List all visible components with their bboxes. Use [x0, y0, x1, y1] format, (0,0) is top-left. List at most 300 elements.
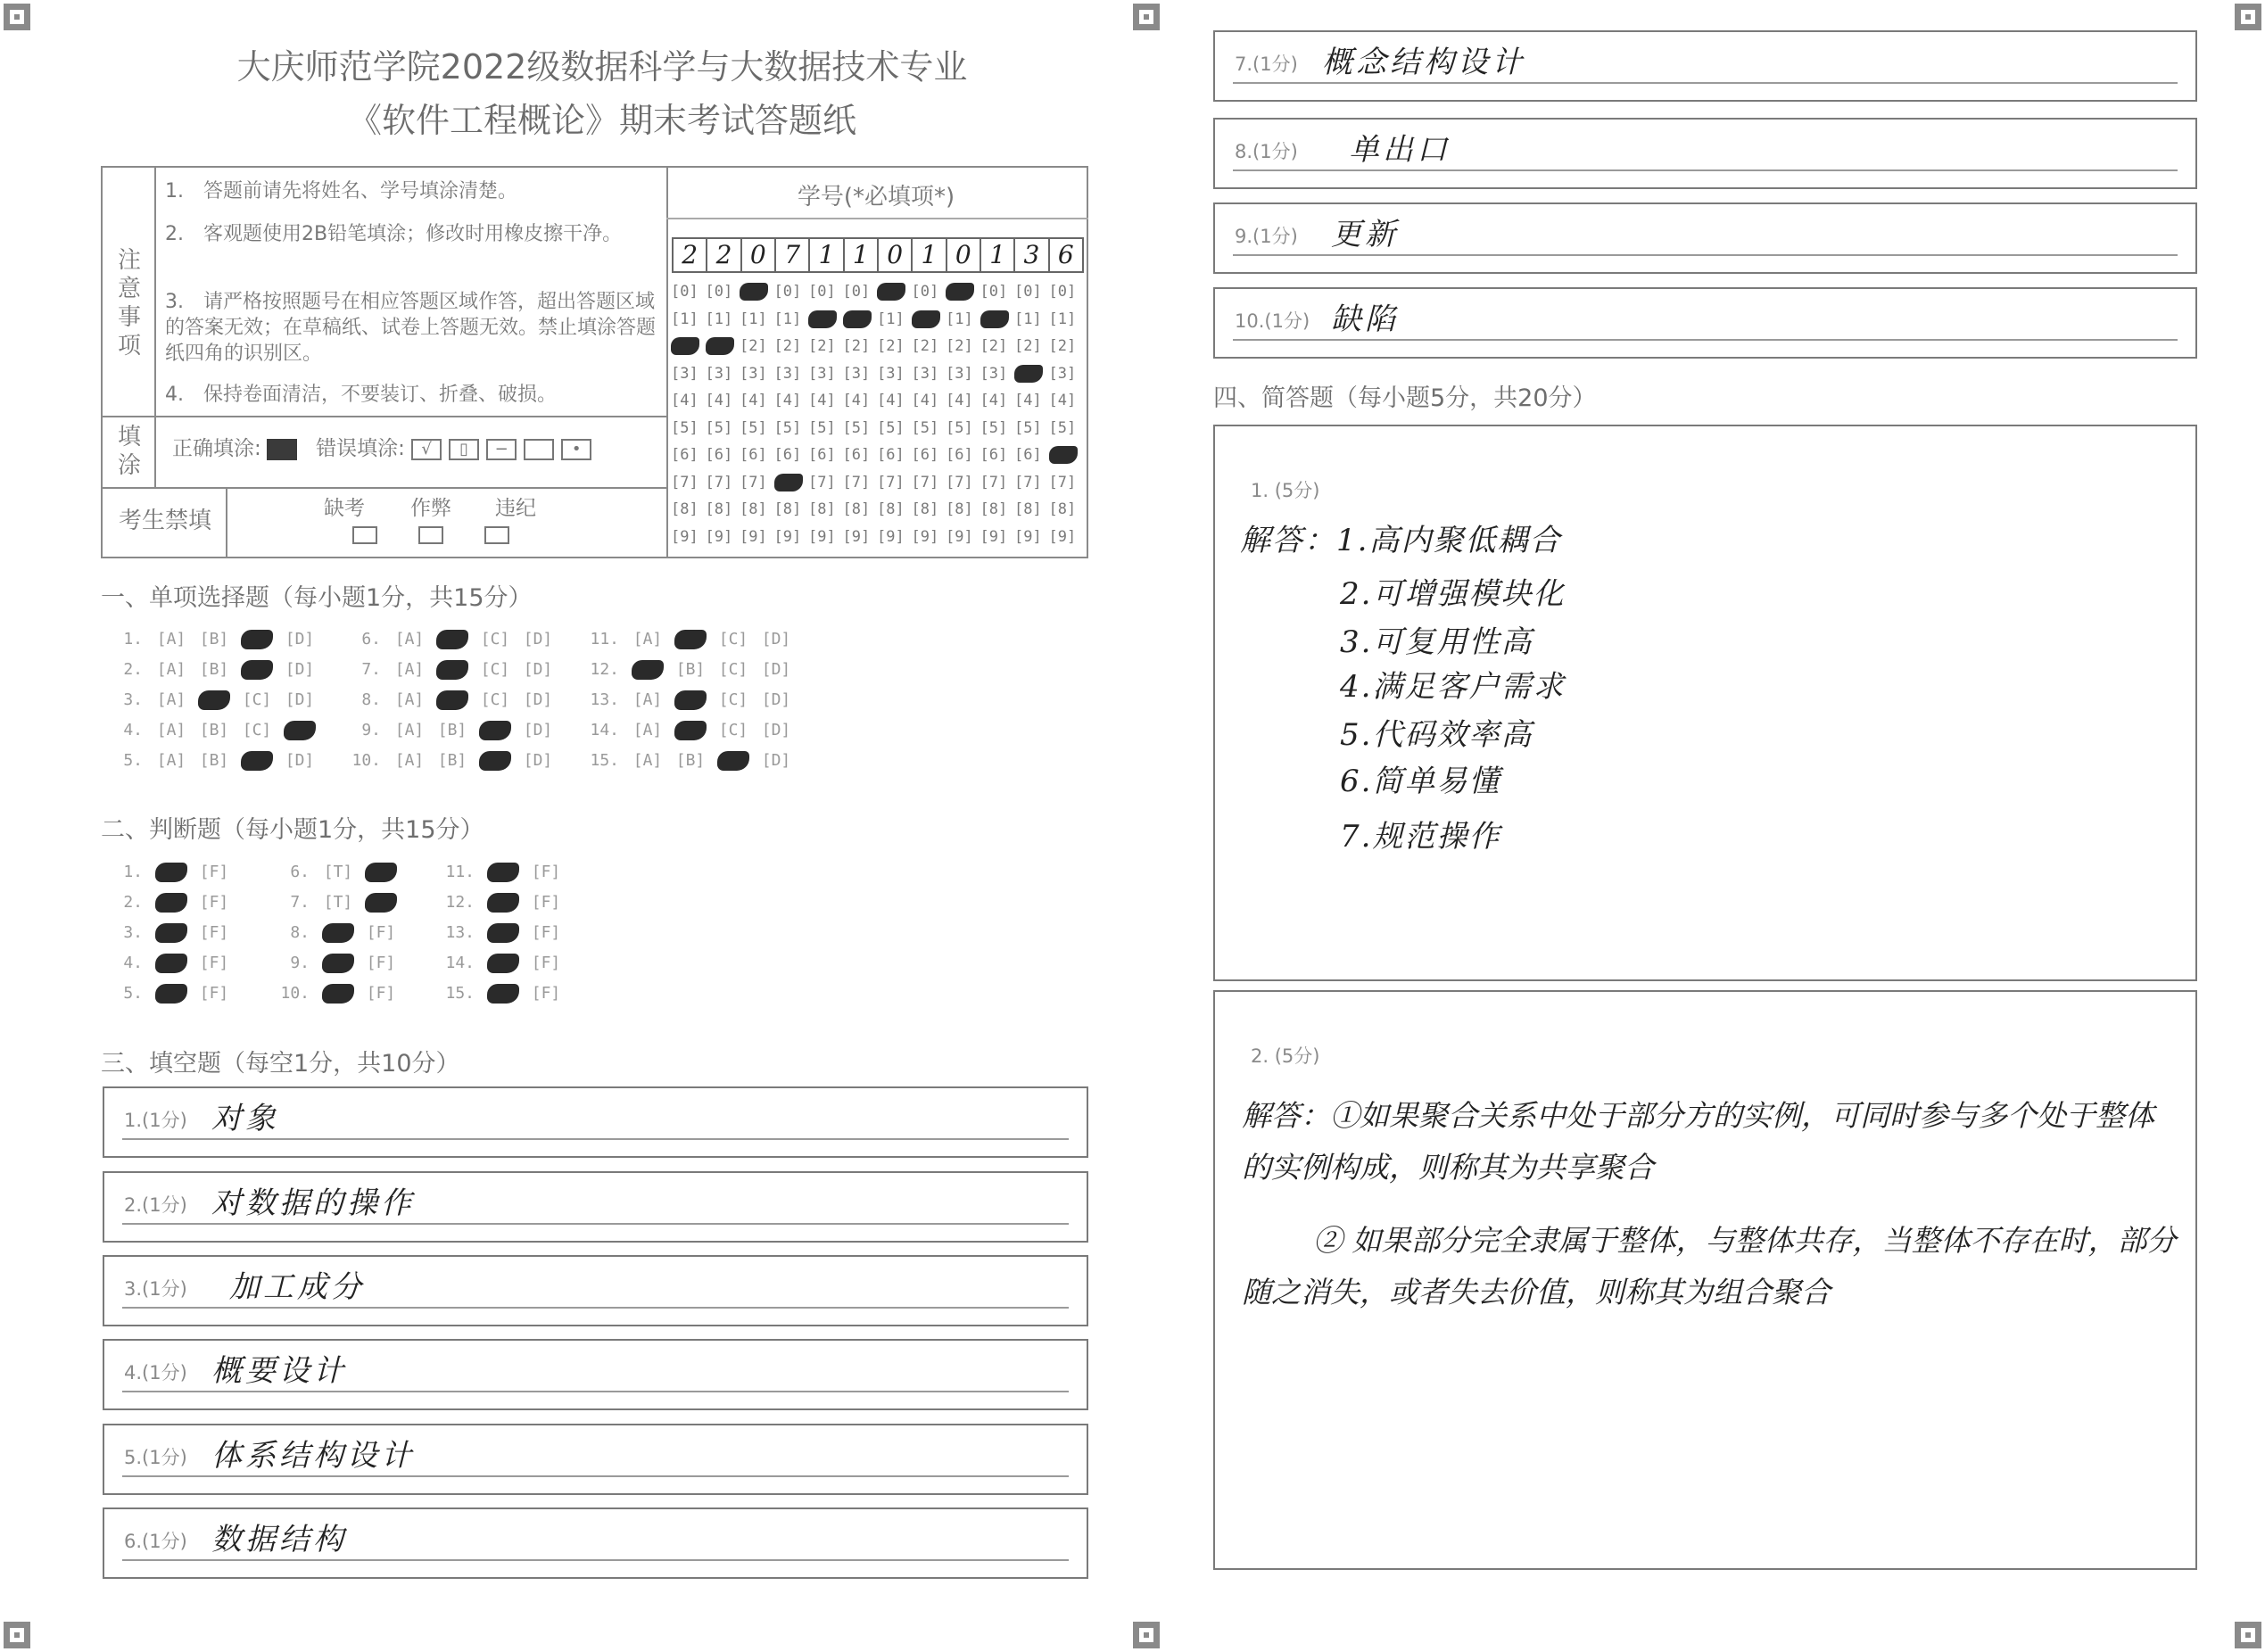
mc-option[interactable]: [D] — [285, 660, 315, 679]
absent-label: 缺考 — [324, 497, 365, 520]
tf-option-filled[interactable] — [150, 857, 193, 888]
bubble-option[interactable]: [5] — [946, 418, 973, 437]
fill-side-label: 填 涂 — [117, 424, 141, 479]
mc-option[interactable]: [D] — [761, 721, 791, 739]
mc-question-number: 4. — [123, 721, 143, 739]
mc-option[interactable]: [B] — [199, 751, 229, 770]
mc-question-row — [105, 746, 321, 776]
wrong-fill-sample: − — [486, 439, 517, 460]
bubble-option[interactable]: [4] — [842, 392, 871, 409]
bubble-option[interactable]: [5] — [808, 418, 836, 437]
bubble-option[interactable]: [5] — [740, 418, 767, 437]
bubble-option[interactable]: [7] — [980, 473, 1008, 491]
bubble-filled[interactable] — [912, 306, 947, 334]
bubble-option[interactable]: [6] — [671, 446, 699, 464]
student-id-digit: 2 — [672, 237, 707, 273]
fill-answer-box[interactable] — [103, 1171, 1088, 1243]
bubble-option[interactable]: [8] — [671, 500, 699, 518]
mc-question-number: 6. — [361, 630, 381, 648]
bubble-option[interactable]: [5] — [877, 418, 905, 437]
student-id-digit: 0 — [946, 237, 981, 273]
student-id-title: 学号(*必填项*) — [797, 184, 955, 211]
mc-question-number: 10. — [351, 751, 381, 770]
mc-option[interactable]: [B] — [199, 660, 229, 679]
tf-column — [105, 857, 236, 1009]
tf-question-row — [105, 888, 236, 918]
mc-option[interactable]: [A] — [156, 630, 186, 648]
mc-question-row — [582, 685, 798, 715]
bubble-option[interactable]: [9] — [773, 527, 802, 546]
mc-option-filled[interactable] — [278, 715, 321, 746]
mc-question-number: 2. — [123, 660, 143, 679]
bubble-option[interactable]: [2] — [877, 337, 905, 355]
mc-option[interactable]: [C] — [480, 660, 510, 679]
tf-option[interactable]: [F] — [531, 984, 561, 1003]
bubble-option[interactable]: [0] — [1048, 283, 1077, 301]
student-id-digit: 1 — [843, 237, 879, 273]
handwritten-answer: 加工成分 — [229, 1269, 365, 1305]
tf-question-row — [272, 979, 402, 1009]
mc-option[interactable]: [C] — [242, 721, 272, 739]
tf-option[interactable]: [T] — [323, 893, 353, 912]
mc-question-row — [105, 715, 321, 746]
tf-option-filled[interactable] — [150, 948, 193, 979]
bubble-option[interactable]: [9] — [842, 527, 871, 546]
fill-question-label: 2.(1分) — [124, 1194, 187, 1216]
bubble-option[interactable]: [2] — [773, 337, 802, 355]
mc-option[interactable]: [D] — [523, 751, 553, 770]
mc-option[interactable]: [C] — [718, 690, 748, 709]
bubble-option[interactable]: [9] — [705, 527, 733, 546]
bubble-option[interactable]: [0] — [911, 283, 939, 301]
fill-answer-box[interactable] — [1213, 30, 2197, 102]
bubble-option[interactable]: [7] — [705, 473, 733, 491]
tf-question-number: 1. — [123, 863, 143, 881]
mc-option[interactable]: [B] — [675, 751, 706, 770]
tf-question-number: 8. — [290, 923, 310, 942]
short-answer-box-1[interactable] — [1213, 425, 2197, 981]
bubble-option[interactable]: [9] — [911, 527, 939, 546]
mc-option[interactable]: [B] — [199, 721, 229, 739]
bubble-option[interactable]: [8] — [842, 500, 871, 518]
bubble-option[interactable]: [5] — [980, 418, 1008, 437]
bubble-option[interactable]: [1] — [946, 310, 973, 328]
bubble-filled[interactable] — [843, 306, 878, 334]
mc-question-row — [105, 685, 321, 715]
fill-question-label: 6.(1分) — [124, 1531, 187, 1552]
tf-question-number: 2. — [123, 893, 143, 912]
cheating-label: 作弊 — [410, 497, 451, 520]
mc-option[interactable]: [C] — [718, 660, 748, 679]
tf-option-filled[interactable] — [317, 979, 360, 1009]
tf-option-filled[interactable] — [150, 888, 193, 918]
tf-option[interactable]: [F] — [366, 954, 396, 972]
bubble-option[interactable]: [4] — [1014, 392, 1042, 409]
bubble-option[interactable]: [8] — [773, 500, 802, 518]
student-id-digit: 2 — [706, 237, 741, 273]
fill-answer-box[interactable] — [1213, 202, 2197, 274]
mc-question-row — [343, 624, 559, 655]
bubble-option[interactable]: [2] — [1014, 337, 1042, 355]
corner-registration-mark — [1133, 4, 1160, 30]
fill-question-label: 10.(1分) — [1235, 310, 1310, 332]
mc-option[interactable]: [A] — [394, 721, 425, 739]
tf-option[interactable]: [F] — [199, 984, 229, 1003]
bubble-row — [671, 360, 1083, 388]
bubble-option[interactable]: [0] — [705, 283, 733, 301]
bubble-option[interactable]: [0] — [808, 283, 836, 301]
mc-question-number: 13. — [590, 690, 619, 709]
handwritten-line: 5.代码效率高 — [1340, 717, 1533, 753]
mc-option-filled[interactable] — [431, 685, 474, 715]
mc-option[interactable]: [A] — [156, 751, 186, 770]
bubble-option[interactable]: [2] — [842, 337, 871, 355]
mc-option[interactable]: [A] — [394, 630, 425, 648]
tf-option-filled[interactable] — [482, 857, 525, 888]
fill-answer-box[interactable] — [1213, 287, 2197, 359]
tf-question-number: 6. — [290, 863, 310, 881]
cheating-checkbox[interactable] — [418, 526, 443, 544]
mc-option[interactable]: [C] — [480, 690, 510, 709]
fill-question-label: 5.(1分) — [124, 1447, 187, 1468]
bubble-option[interactable]: [1] — [877, 310, 905, 328]
mc-option[interactable]: [A] — [632, 690, 663, 709]
fill-answer-box[interactable] — [103, 1507, 1088, 1579]
mc-option[interactable]: [D] — [285, 630, 315, 648]
fill-question-label: 7.(1分) — [1235, 54, 1298, 75]
tf-question-number: 7. — [290, 893, 310, 912]
mc-column — [343, 624, 559, 776]
bubble-option[interactable]: [8] — [911, 500, 939, 518]
bubble-filled[interactable] — [671, 333, 706, 360]
bubble-row — [671, 524, 1083, 551]
bubble-option[interactable]: [5] — [1048, 418, 1077, 437]
mc-option[interactable]: [D] — [285, 690, 315, 709]
bubble-option[interactable]: [4] — [808, 392, 836, 409]
bubble-option[interactable]: [6] — [808, 446, 836, 464]
tf-option-filled[interactable] — [482, 979, 525, 1009]
mc-option-filled[interactable] — [474, 746, 517, 776]
bubble-option[interactable]: [0] — [1014, 283, 1042, 301]
bubble-option[interactable]: [2] — [980, 337, 1008, 355]
bubble-option[interactable]: [4] — [911, 392, 939, 409]
tf-option[interactable]: [T] — [323, 863, 353, 881]
bubble-option[interactable]: [8] — [980, 500, 1008, 518]
bubble-option[interactable]: [3] — [877, 364, 905, 383]
mc-question-row — [105, 624, 321, 655]
mc-option[interactable]: [A] — [394, 660, 425, 679]
bubble-filled[interactable] — [946, 278, 980, 306]
bubble-option[interactable]: [3] — [773, 364, 802, 383]
bubble-option[interactable]: [9] — [1014, 527, 1042, 546]
violation-checkbox[interactable] — [484, 526, 509, 544]
bubble-option[interactable]: [8] — [740, 500, 767, 518]
bubble-option[interactable]: [6] — [946, 446, 973, 464]
bubble-option[interactable]: [4] — [980, 392, 1008, 409]
mc-option[interactable]: [A] — [632, 751, 663, 770]
sheet-subtitle: 《软件工程概论》期末考试答题纸 — [347, 101, 856, 140]
tf-option[interactable]: [F] — [531, 923, 561, 942]
tf-option-filled[interactable] — [482, 888, 525, 918]
mc-option[interactable]: [C] — [242, 690, 272, 709]
mc-option-filled[interactable] — [626, 655, 669, 685]
tf-option[interactable]: [F] — [199, 863, 229, 881]
bubble-filled[interactable] — [774, 469, 809, 497]
mc-option[interactable]: [A] — [394, 690, 425, 709]
bubble-option[interactable]: [0] — [773, 283, 802, 301]
handwritten-paragraph: 解答：①如果聚合关系中处于部分方的实例，可同时参与多个处于整体的实例构成，则称其为共享聚合 — [1242, 1098, 2154, 1185]
mc-option-filled[interactable] — [236, 624, 278, 655]
bubble-option[interactable]: [6] — [740, 446, 767, 464]
mc-option[interactable]: [B] — [437, 751, 467, 770]
handwritten-answer: 更新 — [1331, 217, 1399, 252]
bubble-option[interactable]: [4] — [773, 392, 802, 409]
bubble-option[interactable]: [0] — [980, 283, 1008, 301]
mc-option[interactable]: [B] — [437, 721, 467, 739]
tf-option[interactable]: [F] — [366, 984, 396, 1003]
bubble-option[interactable]: [5] — [671, 418, 699, 437]
bubble-option[interactable]: [5] — [842, 418, 871, 437]
bubble-option[interactable]: [7] — [946, 473, 973, 491]
mc-option[interactable]: [A] — [156, 660, 186, 679]
bubble-option[interactable]: [2] — [911, 337, 939, 355]
bubble-row — [671, 306, 1083, 334]
mc-question-row — [582, 746, 798, 776]
handwritten-line: 3.可复用性高 — [1340, 624, 1533, 660]
bubble-option[interactable]: [7] — [1048, 473, 1077, 491]
fill-question-label: 3.(1分) — [124, 1278, 187, 1300]
bubble-option[interactable]: [2] — [740, 337, 767, 355]
bubble-filled[interactable] — [980, 306, 1015, 334]
bubble-option[interactable]: [2] — [808, 337, 836, 355]
bubble-option[interactable]: [3] — [1048, 364, 1077, 383]
mc-option[interactable]: [D] — [761, 630, 791, 648]
bubble-option[interactable]: [8] — [1048, 500, 1077, 518]
bubble-option[interactable]: [3] — [740, 364, 767, 383]
mc-option[interactable]: [D] — [761, 751, 791, 770]
bubble-option[interactable]: [9] — [877, 527, 905, 546]
bubble-option[interactable]: [9] — [671, 527, 699, 546]
bubble-option[interactable]: [7] — [808, 473, 836, 491]
tf-option[interactable]: [F] — [531, 954, 561, 972]
mc-option[interactable]: [D] — [523, 721, 553, 739]
bubble-option[interactable]: [8] — [808, 500, 836, 518]
tf-option-filled[interactable] — [360, 857, 402, 888]
bubble-option[interactable]: [4] — [1048, 392, 1077, 409]
tf-option[interactable]: [F] — [199, 923, 229, 942]
fill-answer-box[interactable] — [103, 1339, 1088, 1410]
handwritten-answer: 对数据的操作 — [211, 1185, 415, 1221]
bubble-option[interactable]: [2] — [1048, 337, 1077, 355]
mc-option-filled[interactable] — [474, 715, 517, 746]
tf-question-row — [105, 918, 236, 948]
tf-question-row — [272, 948, 402, 979]
tf-question-row — [105, 948, 236, 979]
bubble-option[interactable]: [5] — [911, 418, 939, 437]
absent-checkbox[interactable] — [352, 526, 377, 544]
mc-option-filled[interactable] — [431, 655, 474, 685]
mc-option-filled[interactable] — [669, 624, 712, 655]
bubble-option[interactable]: [1] — [740, 310, 767, 328]
bubble-option[interactable]: [7] — [740, 473, 767, 491]
bubble-option[interactable]: [4] — [740, 392, 767, 409]
tf-question-number: 15. — [445, 984, 475, 1003]
mc-option-filled[interactable] — [712, 746, 755, 776]
tf-option-filled[interactable] — [317, 918, 360, 948]
sheet-title: 大庆师范学院2022级数据科学与大数据技术专业 — [236, 47, 968, 87]
mc-question-row — [343, 685, 559, 715]
tf-option-filled[interactable] — [482, 918, 525, 948]
bubble-option[interactable]: [4] — [877, 392, 905, 409]
bubble-option[interactable]: [7] — [911, 473, 939, 491]
mc-option[interactable]: [A] — [156, 690, 186, 709]
bubble-row — [671, 442, 1083, 469]
bubble-option[interactable]: [3] — [842, 364, 871, 383]
bubble-option[interactable]: [4] — [946, 392, 973, 409]
mc-option-filled[interactable] — [669, 685, 712, 715]
mc-option-filled[interactable] — [236, 655, 278, 685]
tf-question-number: 13. — [445, 923, 475, 942]
bubble-option[interactable]: [2] — [946, 337, 973, 355]
bubble-option[interactable]: [9] — [946, 527, 973, 546]
bubble-option[interactable]: [3] — [808, 364, 836, 383]
bubble-option[interactable]: [5] — [705, 418, 733, 437]
mc-question-row — [343, 655, 559, 685]
mc-column — [582, 624, 798, 776]
bubble-option[interactable]: [8] — [877, 500, 905, 518]
bubble-option[interactable]: [9] — [1048, 527, 1077, 546]
fill-question-label: 1.(1分) — [124, 1110, 187, 1131]
bubble-option[interactable]: [9] — [808, 527, 836, 546]
student-id-digit: 7 — [774, 237, 810, 273]
student-id-digit: 1 — [980, 237, 1015, 273]
bubble-option[interactable]: [5] — [1014, 418, 1042, 437]
tf-option-filled[interactable] — [360, 888, 402, 918]
wrong-fill-sample: • — [561, 439, 591, 460]
section-title-fill: 三、填空题（每空1分，共10分） — [101, 1050, 460, 1078]
tf-column — [272, 857, 402, 1009]
bubble-filled[interactable] — [1049, 442, 1084, 469]
bubble-option[interactable]: [6] — [705, 446, 733, 464]
bubble-option[interactable]: [0] — [671, 283, 699, 301]
mc-option[interactable]: [A] — [156, 721, 186, 739]
bubble-option[interactable]: [6] — [911, 446, 939, 464]
mc-option[interactable]: [A] — [632, 721, 663, 739]
bubble-option[interactable]: [6] — [773, 446, 802, 464]
mc-question-number: 7. — [361, 660, 381, 679]
bubble-option[interactable]: [6] — [877, 446, 905, 464]
section-title-mc: 一、单项选择题（每小题1分，共15分） — [101, 584, 533, 612]
tf-option[interactable]: [F] — [199, 893, 229, 912]
bubble-option[interactable]: [1] — [705, 310, 733, 328]
mc-question-row — [582, 715, 798, 746]
tf-option-filled[interactable] — [150, 979, 193, 1009]
mc-option[interactable]: [D] — [523, 690, 553, 709]
student-id-bubble-grid[interactable] — [671, 278, 1083, 550]
handwritten-answer: 单出口 — [1349, 132, 1451, 168]
bubble-filled[interactable] — [706, 333, 740, 360]
mc-option[interactable]: [B] — [199, 630, 229, 648]
mc-option[interactable]: [C] — [718, 721, 748, 739]
mc-option-filled[interactable] — [431, 624, 474, 655]
bubble-option[interactable]: [0] — [842, 283, 871, 301]
mc-option[interactable]: [D] — [761, 690, 791, 709]
mc-option[interactable]: [B] — [675, 660, 706, 679]
bubble-option[interactable]: [8] — [946, 500, 973, 518]
bubble-option[interactable]: [8] — [1014, 500, 1042, 518]
bubble-option[interactable]: [7] — [877, 473, 905, 491]
bubble-option[interactable]: [7] — [671, 473, 699, 491]
bubble-option[interactable]: [4] — [671, 392, 699, 409]
tf-option[interactable]: [F] — [366, 923, 396, 942]
fill-answer-box[interactable] — [103, 1424, 1088, 1495]
mc-option-filled[interactable] — [236, 746, 278, 776]
student-id-digit: 0 — [740, 237, 776, 273]
bubble-option[interactable]: [6] — [842, 446, 871, 464]
bubble-option[interactable]: [3] — [980, 364, 1008, 383]
mc-option[interactable]: [D] — [761, 660, 791, 679]
short-answer-box-2[interactable] — [1213, 990, 2197, 1570]
tf-option-filled[interactable] — [150, 918, 193, 948]
bubble-option[interactable]: [3] — [705, 364, 733, 383]
bubble-filled[interactable] — [1014, 360, 1049, 388]
bubble-option[interactable]: [9] — [740, 527, 767, 546]
mc-option-filled[interactable] — [669, 715, 712, 746]
bubble-option[interactable]: [3] — [911, 364, 939, 383]
handwritten-answer: 对象 — [211, 1101, 279, 1136]
mc-option[interactable]: [A] — [394, 751, 425, 770]
bubble-option[interactable]: [1] — [773, 310, 802, 328]
mc-option-filled[interactable] — [193, 685, 236, 715]
fill-question-label: 9.(1分) — [1235, 226, 1298, 247]
bubble-filled[interactable] — [740, 278, 774, 306]
bubble-option[interactable]: [7] — [1014, 473, 1042, 491]
bubble-option[interactable]: [1] — [671, 310, 699, 328]
bubble-option[interactable]: [6] — [980, 446, 1008, 464]
bubble-option[interactable]: [1] — [1048, 310, 1077, 328]
bubble-option[interactable]: [7] — [842, 473, 871, 491]
bubble-filled[interactable] — [808, 306, 843, 334]
mc-option[interactable]: [D] — [285, 751, 315, 770]
mc-option[interactable]: [C] — [480, 630, 510, 648]
instruction-item: 1. 答题前请先将姓名、学号填涂清楚。 — [165, 180, 517, 202]
handwritten-line: 7.规范操作 — [1340, 819, 1501, 855]
tf-option-filled[interactable] — [317, 948, 360, 979]
bubble-option[interactable]: [4] — [705, 392, 733, 409]
fill-answer-box[interactable] — [1213, 118, 2197, 189]
bubble-option[interactable]: [3] — [671, 364, 699, 383]
handwritten-line: 解答：1.高内聚低耦合 — [1240, 523, 1562, 558]
tf-option[interactable]: [F] — [199, 954, 229, 972]
mc-option[interactable]: [A] — [632, 630, 663, 648]
tf-option-filled[interactable] — [482, 948, 525, 979]
mc-option[interactable]: [D] — [523, 660, 553, 679]
fill-answer-box[interactable] — [103, 1255, 1088, 1326]
fill-answer-box[interactable] — [103, 1086, 1088, 1158]
bubble-filled[interactable] — [877, 278, 912, 306]
bubble-option[interactable]: [1] — [1014, 310, 1042, 328]
tf-option[interactable]: [F] — [531, 893, 561, 912]
mc-option[interactable]: [C] — [718, 630, 748, 648]
tf-option[interactable]: [F] — [531, 863, 561, 881]
mc-question-number: 5. — [123, 751, 143, 770]
mc-option[interactable]: [D] — [523, 630, 553, 648]
bubble-option[interactable]: [5] — [773, 418, 802, 437]
bubble-option[interactable]: [8] — [705, 500, 733, 518]
bubble-option[interactable]: [6] — [1014, 446, 1042, 464]
bubble-option[interactable]: [3] — [946, 364, 973, 383]
bubble-option[interactable]: [9] — [980, 527, 1008, 546]
